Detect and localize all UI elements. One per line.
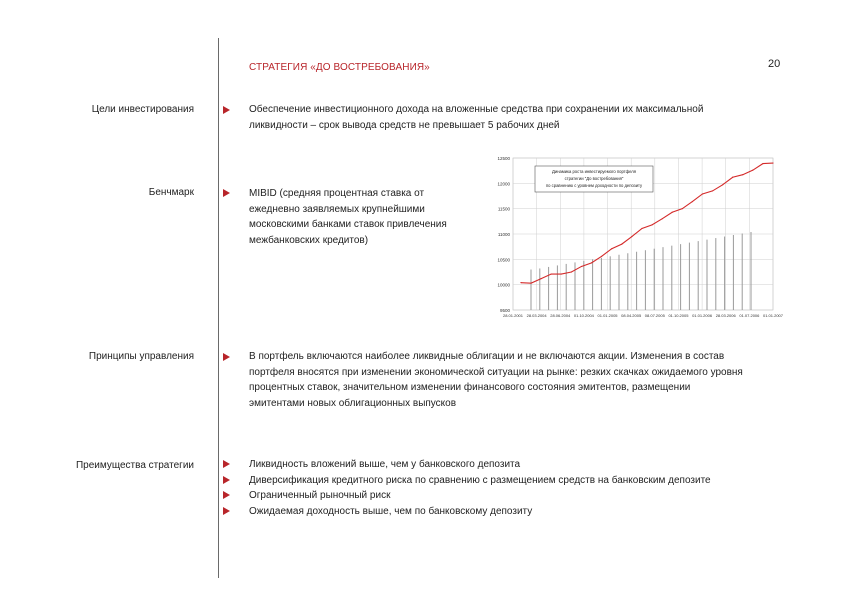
section-label-principles: Принципы управления [88,351,194,362]
section-label-benchmark: Бенчмарк [148,187,194,198]
x-tick-label: 01.01.2005 [597,313,618,318]
strategy-point [762,163,763,164]
advantages-list [223,457,763,519]
list-item [223,488,763,504]
bullet-arrow-icon [223,460,230,468]
strategy-point [651,224,652,225]
portfolio-chart-svg [483,152,786,326]
strategy-point [541,278,542,279]
list-item [223,457,763,473]
benchmark-text: MIBID (средняя процентная ставка от ежедневно заявляемых крупнейшими московскими банками ставок привлечения межбанковских кредитов) [249,188,447,246]
advantage-text: Ожидаемая доходность выше, чем по банковскому депозиту [249,505,533,517]
x-tick-label: 08.04.2005 [621,313,642,318]
strategy-point [571,271,572,272]
strategy-point [672,212,673,213]
y-tick-label: 10500 [497,257,510,263]
strategy-point [611,248,612,249]
strategy-point [702,193,703,194]
strategy-point [551,273,552,274]
legend-entry: по сравнению с уровнем доходности по депозиту [545,183,643,188]
advantage-text: Диверсификация кредитного риска по сравнению с размещением средств на банковским депозите [249,474,711,486]
strategy-point [732,177,733,178]
bullet-arrow-icon [223,491,230,499]
list-item [223,504,763,520]
x-tick-label: 01.01.2006 [692,313,713,318]
strategy-point [621,244,622,245]
legend-entry: стратегии "До востребования" [564,176,624,181]
y-tick-label: 12000 [497,181,510,187]
x-tick-label: 28.01.2001 [502,313,524,318]
x-tick-label: 28.06.2004 [550,313,571,318]
y-tick-label: 9500 [499,308,510,313]
principles-text: В портфель включаются наиболее ликвидные облигации и не включаются акции. Изменения в состав портфеля вносятся при изменении экономической ситуации на рынке: резких скачках ожидаемого уровня процентных ставок, значительном изменении финансового состояния эмитентов, размещении эмитентами новых облигационных выпусков [249,351,743,409]
advantage-text: Ликвидность вложений выше, чем у банковского депозита [249,459,521,470]
x-tick-label: 28.03.2006 [715,313,736,318]
goals-text: Обеспечение инвестиционного дохода на вложенные средства при сохранении их максимальной ликвидности – срок вывода средств не превышает 5 рабочих дней [249,104,704,131]
page-title: СТРАТЕГИЯ «ДО ВОСТРЕБОВАНИЯ» [249,62,430,73]
x-tick-label: 01.10.2004 [573,313,594,318]
bullet-arrow-icon [223,353,230,361]
x-tick-label: 28.03.2004 [526,313,547,318]
x-tick-label: 08.07.2005 [644,313,665,318]
list-item [223,473,749,489]
strategy-point [581,266,582,267]
strategy-point [530,283,531,284]
y-tick-label: 11000 [497,232,510,237]
strategy-point [692,201,693,202]
section-divider [218,38,219,578]
section-label-advantages: Преимущества стратегии [75,460,194,471]
strategy-point [662,218,663,219]
strategy-point [742,174,743,175]
y-tick-label: 11500 [497,206,510,212]
strategy-point [601,256,602,257]
strategy-point [520,282,521,283]
advantage-text: Ограниченный рыночный риск [249,490,391,501]
strategy-point [631,236,632,237]
y-tick-label: 10000 [497,282,510,288]
strategy-point [712,190,713,191]
legend-entry: Динамика роста инвестируемого портфеля [552,169,636,174]
x-tick-label: 01.07.2006 [739,313,760,318]
strategy-point [752,170,753,171]
strategy-point [641,228,642,229]
strategy-point [722,184,723,185]
x-tick-label: 01.10.2005 [668,313,689,318]
portfolio-chart [483,152,786,326]
bullet-arrow-icon [223,476,230,484]
x-tick-label: 01.01.2007 [762,313,784,318]
bullet-arrow-icon [223,106,230,114]
bullet-arrow-icon [223,507,230,515]
strategy-point [772,162,773,163]
strategy-point [561,273,562,274]
y-tick-label: 12500 [497,156,510,161]
bullet-arrow-icon [223,189,230,197]
section-label-goals: Цели инвестирования [91,104,194,115]
strategy-point [591,262,592,263]
strategy-point [682,208,683,209]
page-number: 20 [768,58,781,70]
